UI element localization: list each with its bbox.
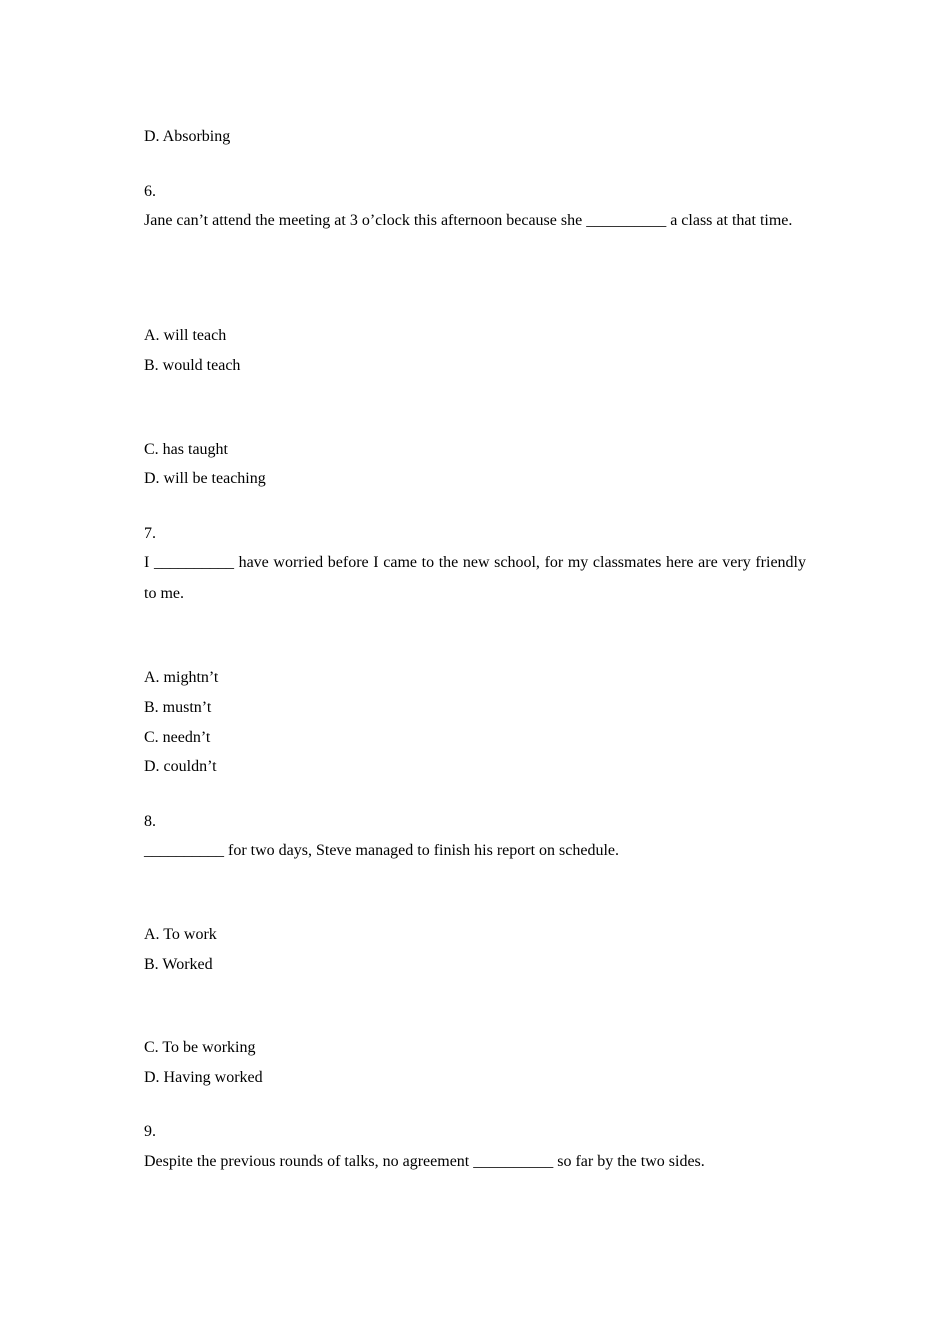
q8-option-c: C. To be working (144, 1039, 256, 1056)
q8-option-a: A. To work (144, 926, 217, 943)
q6-option-c: C. has taught (144, 441, 228, 458)
q6-stem: Jane can’t attend the meeting at 3 o’clock this afternoon because she __________ a class at that time. (144, 212, 793, 229)
q8-number: 8. (144, 813, 156, 830)
q7-option-a: A. mightn’t (144, 669, 219, 686)
q6-option-d: D. will be teaching (144, 470, 266, 487)
q7-number: 7. (144, 525, 156, 542)
q6-option-a: A. will teach (144, 327, 227, 344)
q8-option-d: D. Having worked (144, 1069, 263, 1086)
q8-stem: __________ for two days, Steve managed to finish his report on schedule. (144, 842, 620, 859)
q5-option-d: D. Absorbing (144, 128, 231, 145)
q7-option-d: D. couldn’t (144, 758, 217, 775)
q6-option-b: B. would teach (144, 357, 241, 374)
q7-option-b: B. mustn’t (144, 699, 212, 716)
q7-stem: I __________ have worried before I came to the new school, for my classmates here are very friendly to me. (144, 554, 806, 602)
q9-stem: Despite the previous rounds of talks, no agreement __________ so far by the two sides. (144, 1153, 705, 1170)
q8-option-b: B. Worked (144, 956, 213, 973)
q7-option-c: C. needn’t (144, 729, 211, 746)
q6-number: 6. (144, 183, 156, 200)
q9-number: 9. (144, 1123, 156, 1140)
